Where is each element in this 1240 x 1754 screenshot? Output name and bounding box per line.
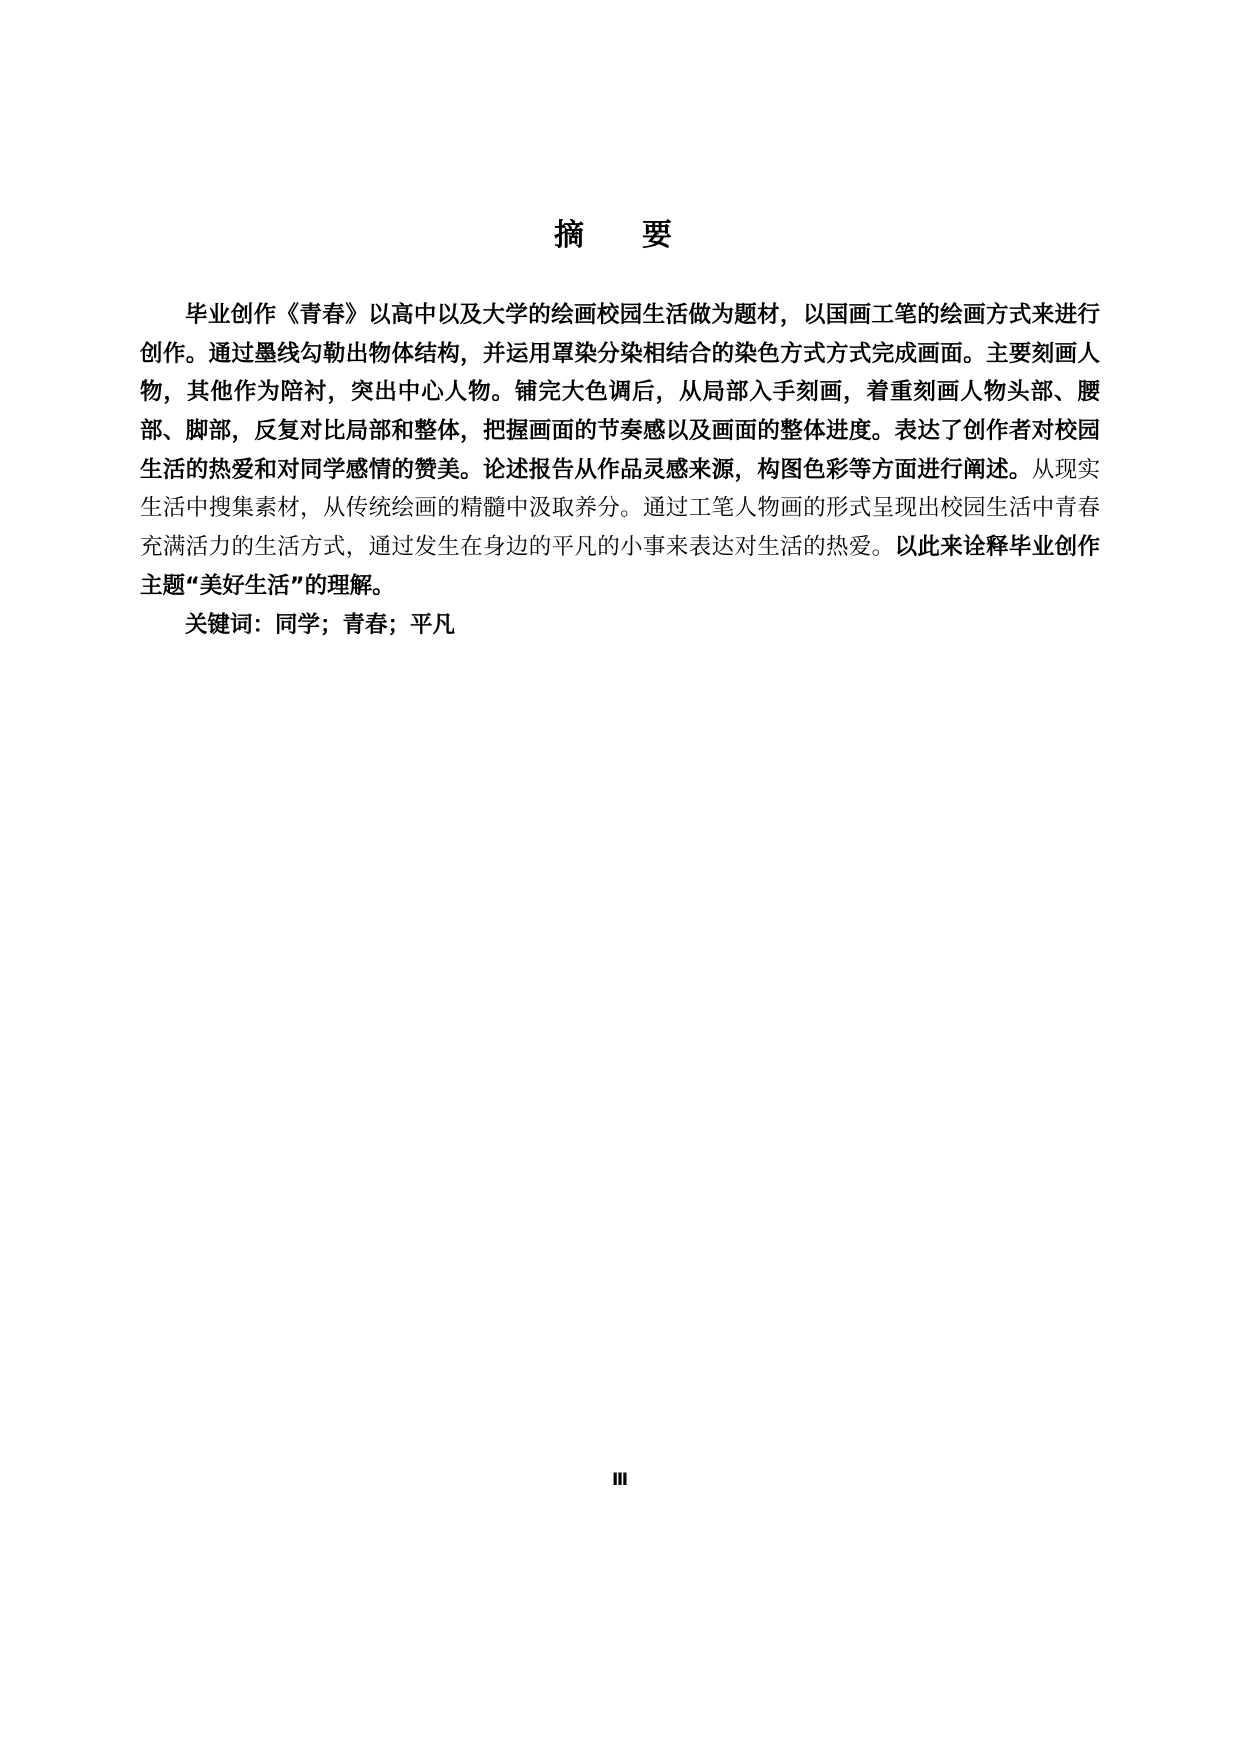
keywords-label: 关键词： bbox=[185, 611, 276, 638]
keywords-line bbox=[140, 606, 1100, 645]
keywords-value: 同学；青春；平凡 bbox=[275, 611, 456, 638]
page-title: 摘 要 bbox=[554, 218, 686, 253]
page-number: Ⅲ bbox=[611, 1470, 629, 1490]
abstract-segment-1: 毕业创作《青春》以高中以及大学的绘画校园生活做为题材，以国画工笔的绘画方式来进行创作。通过墨线勾勒出物体结构，并运用罩染分染相结合的染色方式方式完成画面。主要刻画人物，其他作为陪衬，突出中心人物。铺完大色调后，从局部入手刻画，着重刻画人物头部、腰部、脚部，反复对比局部和整体，把握画面的节奏感以及画面的整体进度。表达了创作者对校园生活的热爱和对同学感情的赞美。论述报告从作品灵感来源，构图色彩等方面进行阐述。 bbox=[140, 302, 1100, 483]
abstract-paragraph bbox=[140, 296, 1100, 606]
abstract-segment-3: 以此来诠释毕业创作主题“美好生活”的理解。 bbox=[140, 534, 1100, 599]
abstract-segment-2: 从现实生活中搜集素材，从传统绘画的精髓中汲取养分。通过工笔人物画的形式呈现出校园生活中青春充满活力的生活方式，通过发生在身边的平凡的小事来表达对生活的热爱。 bbox=[140, 456, 1100, 561]
abstract-section bbox=[140, 210, 1100, 644]
